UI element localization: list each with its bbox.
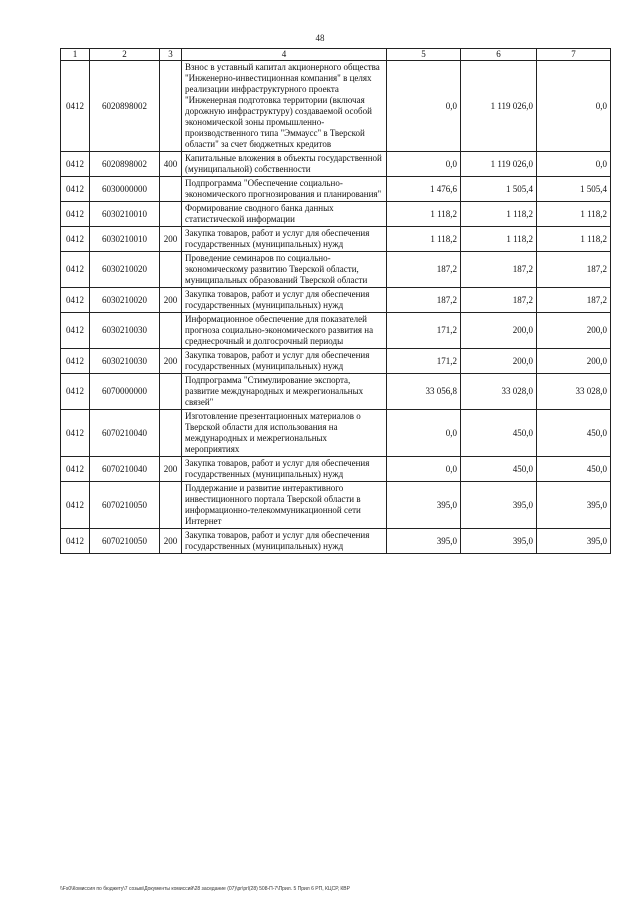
table-row [61,529,611,554]
amount-col-6-cell: 1 118,2 [461,227,537,252]
table-row [61,227,611,252]
table-body [61,61,611,554]
header-col-7: 7 [537,49,611,61]
table-row [61,202,611,227]
expense-kind-cell: 200 [160,529,182,554]
expense-kind-cell [160,410,182,457]
table-row [61,374,611,410]
section-code-cell: 0412 [61,313,90,349]
section-code-cell: 0412 [61,410,90,457]
expense-kind-cell [160,61,182,152]
target-code-cell: 6020898002 [90,61,160,152]
target-code-cell: 6030210020 [90,288,160,313]
amount-col-7-cell: 450,0 [537,410,611,457]
item-name-cell: Изготовление презентационных материалов о Тверской области для использования на международных и межрегиональных мероприятиях [182,410,387,457]
section-code-cell: 0412 [61,349,90,374]
amount-col-5-cell: 0,0 [387,152,461,177]
expense-kind-cell: 200 [160,349,182,374]
target-code-cell: 6070210040 [90,410,160,457]
target-code-cell: 6030210020 [90,252,160,288]
item-name-cell: Капитальные вложения в объекты государственной (муниципальной) собственности [182,152,387,177]
section-code-cell: 0412 [61,482,90,529]
target-code-cell: 6070210040 [90,457,160,482]
table-row [61,349,611,374]
table-header-row [61,49,611,61]
section-code-cell: 0412 [61,252,90,288]
amount-col-6-cell: 33 028,0 [461,374,537,410]
section-code-cell: 0412 [61,202,90,227]
expense-kind-cell: 200 [160,227,182,252]
amount-col-7-cell: 0,0 [537,61,611,152]
file-path-footer: \\Fs0\Комиссия по бюджету\7 созыв\Документы комиссий\28 заседание (07)\pr\prl(28) 508-П-7\Прил. 5 Прил 6 РП, КЦСР, КВР [60,886,350,892]
amount-col-6-cell: 1 119 026,0 [461,61,537,152]
page-number: 48 [315,33,325,43]
item-name-cell: Поддержание и развитие интерактивного инвестиционного портала Тверской области в информационно-телекоммуникационной сети Интернет [182,482,387,529]
header-col-5: 5 [387,49,461,61]
amount-col-6-cell: 187,2 [461,252,537,288]
item-name-cell: Проведение семинаров по социально-экономическому развитию Тверской области, муниципальных образований Тверской области [182,252,387,288]
expense-kind-cell: 200 [160,457,182,482]
amount-col-6-cell: 450,0 [461,410,537,457]
amount-col-5-cell: 1 476,6 [387,177,461,202]
item-name-cell: Закупка товаров, работ и услуг для обеспечения государственных (муниципальных) нужд [182,349,387,374]
item-name-cell: Подпрограмма "Стимулирование экспорта, развитие международных и межрегиональных связей" [182,374,387,410]
amount-col-5-cell: 395,0 [387,529,461,554]
section-code-cell: 0412 [61,529,90,554]
amount-col-6-cell: 1 505,4 [461,177,537,202]
table-row [61,457,611,482]
expense-kind-cell [160,482,182,529]
amount-col-6-cell: 1 119 026,0 [461,152,537,177]
target-code-cell: 6070210050 [90,529,160,554]
amount-col-5-cell: 395,0 [387,482,461,529]
header-col-1: 1 [61,49,90,61]
amount-col-5-cell: 171,2 [387,349,461,374]
amount-col-6-cell: 200,0 [461,349,537,374]
section-code-cell: 0412 [61,61,90,152]
expense-kind-cell [160,252,182,288]
target-code-cell: 6070210050 [90,482,160,529]
item-name-cell: Информационное обеспечение для показателей прогноза социально-экономического развития на среднесрочный и долгосрочный периоды [182,313,387,349]
amount-col-7-cell: 187,2 [537,252,611,288]
amount-col-5-cell: 1 118,2 [387,202,461,227]
item-name-cell: Подпрограмма "Обеспечение социально-экономического прогнозирования и планирования" [182,177,387,202]
amount-col-6-cell: 450,0 [461,457,537,482]
amount-col-6-cell: 395,0 [461,529,537,554]
target-code-cell: 6070000000 [90,374,160,410]
table-row [61,177,611,202]
item-name-cell: Закупка товаров, работ и услуг для обеспечения государственных (муниципальных) нужд [182,227,387,252]
expense-kind-cell [160,374,182,410]
expense-kind-cell [160,202,182,227]
item-name-cell: Закупка товаров, работ и услуг для обеспечения государственных (муниципальных) нужд [182,288,387,313]
header-col-6: 6 [461,49,537,61]
amount-col-7-cell: 450,0 [537,457,611,482]
target-code-cell: 6030000000 [90,177,160,202]
target-code-cell: 6030210010 [90,202,160,227]
amount-col-5-cell: 0,0 [387,61,461,152]
target-code-cell: 6030210030 [90,313,160,349]
table-row [61,252,611,288]
target-code-cell: 6030210010 [90,227,160,252]
expense-kind-cell: 200 [160,288,182,313]
table-row [61,482,611,529]
table-row [61,152,611,177]
amount-col-5-cell: 171,2 [387,313,461,349]
table-row [61,313,611,349]
amount-col-6-cell: 395,0 [461,482,537,529]
amount-col-7-cell: 1 118,2 [537,202,611,227]
amount-col-7-cell: 187,2 [537,288,611,313]
table-row [61,288,611,313]
amount-col-5-cell: 0,0 [387,457,461,482]
amount-col-5-cell: 187,2 [387,288,461,313]
expense-kind-cell [160,313,182,349]
amount-col-7-cell: 200,0 [537,313,611,349]
amount-col-7-cell: 395,0 [537,529,611,554]
amount-col-7-cell: 1 118,2 [537,227,611,252]
item-name-cell: Формирование сводного банка данных статистической информации [182,202,387,227]
header-col-2: 2 [90,49,160,61]
amount-col-5-cell: 187,2 [387,252,461,288]
target-code-cell: 6030210030 [90,349,160,374]
table-row [61,61,611,152]
section-code-cell: 0412 [61,288,90,313]
section-code-cell: 0412 [61,152,90,177]
section-code-cell: 0412 [61,374,90,410]
amount-col-5-cell: 0,0 [387,410,461,457]
budget-table [60,48,611,554]
amount-col-7-cell: 1 505,4 [537,177,611,202]
expense-kind-cell: 400 [160,152,182,177]
amount-col-5-cell: 1 118,2 [387,227,461,252]
table-row [61,410,611,457]
amount-col-7-cell: 395,0 [537,482,611,529]
section-code-cell: 0412 [61,177,90,202]
amount-col-7-cell: 33 028,0 [537,374,611,410]
amount-col-7-cell: 0,0 [537,152,611,177]
section-code-cell: 0412 [61,227,90,252]
amount-col-6-cell: 200,0 [461,313,537,349]
amount-col-7-cell: 200,0 [537,349,611,374]
header-col-3: 3 [160,49,182,61]
item-name-cell: Закупка товаров, работ и услуг для обеспечения государственных (муниципальных) нужд [182,457,387,482]
item-name-cell: Закупка товаров, работ и услуг для обеспечения государственных (муниципальных) нужд [182,529,387,554]
amount-col-6-cell: 187,2 [461,288,537,313]
expense-kind-cell [160,177,182,202]
amount-col-5-cell: 33 056,8 [387,374,461,410]
item-name-cell: Взнос в уставный капитал акционерного общества "Инженерно-инвестиционная компания" в целях реализации инфраструктурного проекта "Инженерная подготовка территории (включая дорожную инфраструктуру) создаваемой особой экономической зоны промышленно-производственного типа "Эммаусс" в Тверской области" за счет бюджетных кредитов [182,61,387,152]
header-col-4: 4 [182,49,387,61]
section-code-cell: 0412 [61,457,90,482]
amount-col-6-cell: 1 118,2 [461,202,537,227]
target-code-cell: 6020898002 [90,152,160,177]
